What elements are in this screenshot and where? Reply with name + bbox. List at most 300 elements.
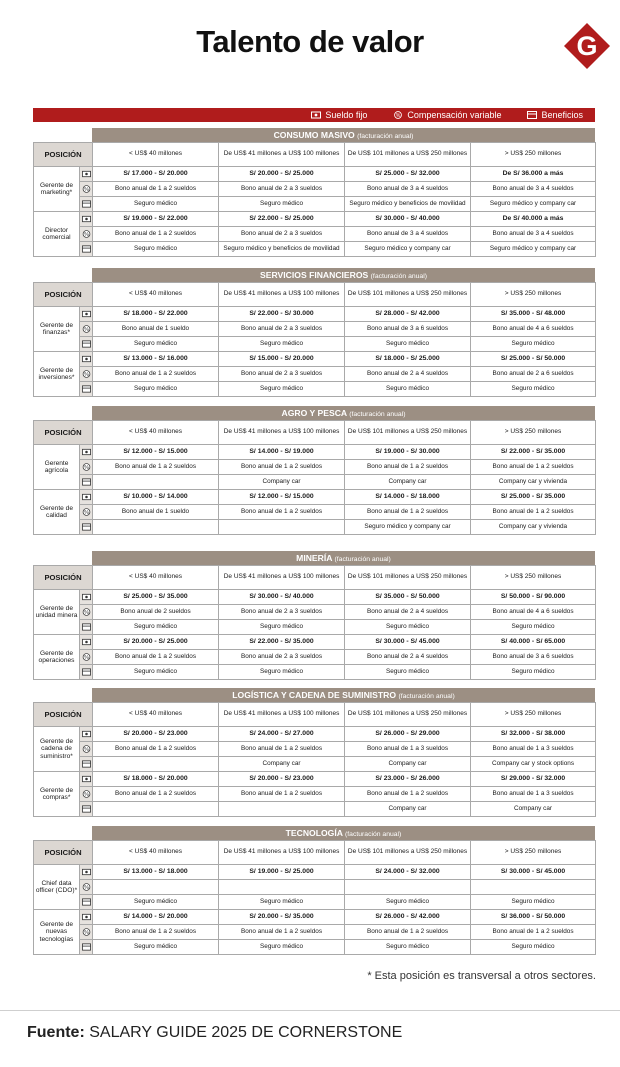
footnote: * Esta posición es transversal a otros sectores. [367,970,596,982]
section-note: (facturación anual) [357,133,414,140]
svg-text:%: % [83,187,89,193]
percent-icon [80,322,93,337]
salary-cell: S/ 12.000 - S/ 15.000 [93,445,219,460]
range-header: > US$ 250 millones [471,566,596,590]
salary-cell: S/ 25.000 - S/ 50.000 [471,352,596,367]
table-row [34,352,596,367]
salary-table [33,420,596,535]
benefits-cell: Seguro médico y beneficios de movilidad [345,197,471,212]
bonus-cell: Bono anual de 1 a 2 sueldos [93,787,219,802]
legend-variable-label: Compensación variable [407,110,502,120]
benefits-cell: Seguro médico [219,382,345,397]
bonus-cell: Bono anual de 1 a 2 sueldos [93,650,219,665]
table-row [34,665,596,680]
money-icon [80,490,93,505]
benefits-cell: Company car [345,757,471,772]
range-header: > US$ 250 millones [471,283,596,307]
benefits-cell [219,520,345,535]
benefits-cell: Company car y stock options [471,757,596,772]
position-header: POSICIÓN [34,283,93,307]
money-icon [80,910,93,925]
bonus-cell: Bono anual de 1 a 2 sueldos [471,460,596,475]
bonus-cell: Bono anual de 2 a 4 sueldos [345,650,471,665]
salary-cell: De S/ 40.000 a más [471,212,596,227]
bonus-cell: Bono anual de 4 a 6 sueldos [471,322,596,337]
bonus-cell: Bono anual de 1 a 3 sueldos [471,787,596,802]
range-header: De US$ 101 millones a US$ 250 millones [345,421,471,445]
benefits-cell: Seguro médico [219,620,345,635]
bonus-cell: Bono anual de 3 a 4 sueldos [345,227,471,242]
card-icon [80,895,93,910]
benefits-cell: Seguro médico [219,665,345,680]
salary-cell: S/ 24.000 - S/ 32.000 [345,865,471,880]
percent-icon [393,111,403,119]
range-header: De US$ 101 millones a US$ 250 millones [345,841,471,865]
svg-text:%: % [83,465,89,471]
bonus-cell: Bono anual de 2 a 3 sueldos [219,227,345,242]
range-header: De US$ 41 millones a US$ 100 millones [219,143,345,167]
bonus-cell: Bono anual de 3 a 4 sueldos [345,182,471,197]
benefits-cell [93,757,219,772]
table-header-row [34,703,596,727]
bonus-cell: Bono anual de 1 a 2 sueldos [93,227,219,242]
bonus-cell: Bono anual de 3 a 6 sueldos [345,322,471,337]
table-row [34,167,596,182]
bonus-cell: Bono anual de 1 a 2 sueldos [345,925,471,940]
salary-table [33,142,596,257]
gestion-logo [563,22,611,70]
bonus-cell: Bono anual de 2 a 3 sueldos [219,367,345,382]
card-icon [527,111,537,119]
benefits-cell: Seguro médico [345,665,471,680]
bonus-cell: Bono anual de 3 a 4 sueldos [471,182,596,197]
section [33,406,595,535]
range-header: < US$ 40 millones [93,566,219,590]
bonus-cell: Bono anual de 2 a 4 sueldos [345,367,471,382]
section [33,826,595,955]
benefits-cell: Seguro médico y beneficios de movilidad [219,242,345,257]
section [33,268,595,397]
benefits-cell: Seguro médico y company car [345,520,471,535]
table-row [34,787,596,802]
benefits-cell: Seguro médico [345,337,471,352]
table-row [34,757,596,772]
range-header: < US$ 40 millones [93,283,219,307]
bonus-cell: Bono anual de 2 a 4 sueldos [345,605,471,620]
salary-cell: S/ 20.000 - S/ 23.000 [219,772,345,787]
bonus-cell [345,880,471,895]
table-row [34,802,596,817]
salary-cell: S/ 20.000 - S/ 35.000 [219,910,345,925]
salary-cell: S/ 40.000 - S/ 65.000 [471,635,596,650]
percent-icon [80,605,93,620]
svg-text:%: % [83,372,89,378]
range-header: De US$ 101 millones a US$ 250 millones [345,283,471,307]
legend-benefits [527,110,583,120]
percent-icon [80,880,93,895]
range-header: De US$ 41 millones a US$ 100 millones [219,283,345,307]
bonus-cell: Bono anual de 1 a 2 sueldos [471,505,596,520]
benefits-cell: Seguro médico [93,242,219,257]
salary-cell: S/ 25.000 - S/ 35.000 [93,590,219,605]
position-name: Chief data officer (CDO)* [34,865,80,910]
bonus-cell: Bono anual de 2 a 3 sueldos [219,322,345,337]
salary-cell: S/ 22.000 - S/ 25.000 [219,212,345,227]
svg-text:%: % [83,885,89,891]
benefits-cell: Seguro médico [219,197,345,212]
benefits-cell: Company car [219,757,345,772]
benefits-cell: Seguro médico [471,940,596,955]
money-icon [80,445,93,460]
benefits-cell [93,475,219,490]
section [33,688,595,817]
table-header-row [34,143,596,167]
bonus-cell: Bono anual de 1 a 2 sueldos [93,460,219,475]
position-name: Gerente agrícola [34,445,80,490]
position-name: Gerente de nuevas tecnologías [34,910,80,955]
table-row [34,520,596,535]
position-name: Gerente de compras* [34,772,80,817]
benefits-cell: Seguro médico [471,665,596,680]
section-header [92,688,595,702]
percent-icon [80,925,93,940]
section-title: SERVICIOS FINANCIEROS [260,270,369,280]
table-row [34,620,596,635]
table-row [34,605,596,620]
percent-icon [80,460,93,475]
benefits-cell: Seguro médico [471,382,596,397]
table-row [34,925,596,940]
salary-cell: S/ 24.000 - S/ 27.000 [219,727,345,742]
svg-text:%: % [83,510,89,516]
salary-cell: S/ 14.000 - S/ 19.000 [219,445,345,460]
page-title: Talento de valor [196,24,424,59]
section-note: (facturación anual) [334,556,391,563]
range-header: < US$ 40 millones [93,703,219,727]
svg-text:%: % [83,232,89,238]
bonus-cell: Bono anual de 1 a 2 sueldos [93,742,219,757]
card-icon [80,197,93,212]
bonus-cell: Bono anual de 1 a 2 sueldos [345,505,471,520]
salary-cell: S/ 14.000 - S/ 20.000 [93,910,219,925]
position-name: Director comercial [34,212,80,257]
svg-text:%: % [83,747,89,753]
table-row [34,182,596,197]
table-header-row [34,841,596,865]
source-label: Fuente: [27,1024,85,1041]
salary-cell: S/ 14.000 - S/ 18.000 [345,490,471,505]
salary-cell: S/ 20.000 - S/ 25.000 [219,167,345,182]
benefits-cell: Company car y vivienda [471,475,596,490]
bonus-cell: Bono anual de 3 a 6 sueldos [471,650,596,665]
legend-salary [311,110,367,120]
salary-cell: S/ 50.000 - S/ 90.000 [471,590,596,605]
card-icon [80,802,93,817]
table-row [34,367,596,382]
benefits-cell: Seguro médico [93,940,219,955]
bonus-cell: Bono anual de 1 a 2 sueldos [345,787,471,802]
money-icon [80,865,93,880]
table-row [34,910,596,925]
benefits-cell: Company car y vivienda [471,520,596,535]
table-row [34,227,596,242]
percent-icon [80,742,93,757]
salary-cell: S/ 20.000 - S/ 23.000 [93,727,219,742]
legend-bar [33,108,595,122]
benefits-cell: Seguro médico y company car [471,242,596,257]
percent-icon [80,787,93,802]
benefits-cell: Seguro médico [471,337,596,352]
salary-cell: S/ 22.000 - S/ 30.000 [219,307,345,322]
range-header: De US$ 101 millones a US$ 250 millones [345,566,471,590]
percent-icon [80,505,93,520]
salary-cell: S/ 20.000 - S/ 25.000 [93,635,219,650]
bonus-cell: Bono anual de 2 a 3 sueldos [219,182,345,197]
salary-cell: S/ 25.000 - S/ 32.000 [345,167,471,182]
salary-cell: S/ 28.000 - S/ 42.000 [345,307,471,322]
section-note: (facturación anual) [349,411,406,418]
table-header-row [34,283,596,307]
table-row [34,772,596,787]
logo-letter: G [576,31,598,61]
salary-cell: S/ 29.000 - S/ 32.000 [471,772,596,787]
percent-icon [80,367,93,382]
salary-cell: S/ 18.000 - S/ 20.000 [93,772,219,787]
table-header-row [34,566,596,590]
position-header: POSICIÓN [34,703,93,727]
legend-salary-label: Sueldo fijo [325,110,368,120]
section-header [92,406,595,420]
salary-cell: S/ 36.000 - S/ 50.000 [471,910,596,925]
bonus-cell: Bono anual de 1 a 2 sueldos [93,182,219,197]
table-row [34,307,596,322]
salary-cell: S/ 30.000 - S/ 40.000 [345,212,471,227]
table-row [34,505,596,520]
salary-cell: S/ 19.000 - S/ 25.000 [219,865,345,880]
benefits-cell: Seguro médico [345,620,471,635]
range-header: De US$ 41 millones a US$ 100 millones [219,703,345,727]
benefits-cell: Seguro médico [345,382,471,397]
benefits-cell [93,520,219,535]
divider [0,1010,620,1011]
position-name: Gerente de calidad [34,490,80,535]
range-header: < US$ 40 millones [93,143,219,167]
salary-cell: S/ 18.000 - S/ 25.000 [345,352,471,367]
range-header: De US$ 101 millones a US$ 250 millones [345,143,471,167]
position-name: Gerente de operaciones [34,635,80,680]
bonus-cell: Bono anual de 1 sueldo [93,322,219,337]
range-header: > US$ 250 millones [471,841,596,865]
benefits-cell: Seguro médico [93,620,219,635]
bonus-cell: Bono anual de 1 a 2 sueldos [219,742,345,757]
bonus-cell: Bono anual de 1 sueldo [93,505,219,520]
salary-cell: S/ 13.000 - S/ 16.000 [93,352,219,367]
benefits-cell: Seguro médico [345,940,471,955]
source-text: SALARY GUIDE 2025 DE CORNERSTONE [89,1024,403,1041]
percent-icon [80,182,93,197]
bonus-cell: Bono anual de 1 a 2 sueldos [219,505,345,520]
bonus-cell: Bono anual de 2 a 6 sueldos [471,367,596,382]
section-title: CONSUMO MASIVO [273,130,355,140]
benefits-cell: Company car [471,802,596,817]
position-header: POSICIÓN [34,566,93,590]
salary-cell: S/ 23.000 - S/ 26.000 [345,772,471,787]
salary-cell: S/ 19.000 - S/ 30.000 [345,445,471,460]
benefits-cell: Seguro médico y company car [345,242,471,257]
table-row [34,590,596,605]
table-row [34,895,596,910]
salary-cell: S/ 17.000 - S/ 20.000 [93,167,219,182]
section-note: (facturación anual) [370,273,427,280]
range-header: De US$ 101 millones a US$ 250 millones [345,703,471,727]
table-row [34,460,596,475]
card-icon [80,940,93,955]
salary-cell: S/ 35.000 - S/ 48.000 [471,307,596,322]
salary-cell: S/ 26.000 - S/ 29.000 [345,727,471,742]
card-icon [80,475,93,490]
section-title: MINERÍA [296,553,333,563]
table-row [34,727,596,742]
table-row [34,742,596,757]
range-header: De US$ 41 millones a US$ 100 millones [219,841,345,865]
salary-cell: S/ 30.000 - S/ 45.000 [345,635,471,650]
benefits-cell: Seguro médico [471,895,596,910]
range-header: < US$ 40 millones [93,841,219,865]
benefits-cell: Company car [345,802,471,817]
position-header: POSICIÓN [34,143,93,167]
benefits-cell: Seguro médico y company car [471,197,596,212]
bonus-cell: Bono anual de 3 a 4 sueldos [471,227,596,242]
range-header: < US$ 40 millones [93,421,219,445]
table-row [34,445,596,460]
section-note: (facturación anual) [345,831,402,838]
salary-cell: S/ 12.000 - S/ 15.000 [219,490,345,505]
table-row [34,880,596,895]
section [33,551,595,680]
source-line [27,1024,402,1042]
benefits-cell: Seguro médico [219,895,345,910]
section-title: LOGÍSTICA Y CADENA DE SUMINISTRO [232,690,397,700]
legend-benefits-label: Beneficios [541,110,583,120]
benefits-cell: Seguro médico [345,895,471,910]
money-icon [80,635,93,650]
range-header: > US$ 250 millones [471,143,596,167]
position-name: Gerente de cadena de suministro* [34,727,80,772]
salary-cell: S/ 15.000 - S/ 20.000 [219,352,345,367]
svg-text:%: % [83,655,89,661]
salary-table [33,840,596,955]
salary-cell: S/ 35.000 - S/ 50.000 [345,590,471,605]
salary-cell: S/ 13.000 - S/ 18.000 [93,865,219,880]
table-row [34,635,596,650]
bonus-cell [219,880,345,895]
money-icon [80,307,93,322]
table-row [34,650,596,665]
salary-cell: S/ 25.000 - S/ 35.000 [471,490,596,505]
salary-cell: S/ 22.000 - S/ 35.000 [219,635,345,650]
section [33,128,595,257]
position-name: Gerente de inversiones* [34,352,80,397]
card-icon [80,382,93,397]
benefits-cell: Seguro médico [219,940,345,955]
legend-variable [393,110,501,120]
svg-text:%: % [83,327,89,333]
range-header: > US$ 250 millones [471,421,596,445]
bonus-cell: Bono anual de 1 a 2 sueldos [219,460,345,475]
bonus-cell: Bono anual de 1 a 2 sueldos [93,367,219,382]
money-icon [311,111,321,119]
table-row [34,322,596,337]
section-note: (facturación anual) [398,693,455,700]
card-icon [80,620,93,635]
bonus-cell: Bono anual de 2 a 3 sueldos [219,650,345,665]
benefits-cell: Seguro médico [93,337,219,352]
section-header [92,268,595,282]
position-name: Gerente de finanzas* [34,307,80,352]
table-header-row [34,421,596,445]
benefits-cell: Seguro médico [93,382,219,397]
range-header: De US$ 41 millones a US$ 100 millones [219,566,345,590]
salary-cell: S/ 19.000 - S/ 22.000 [93,212,219,227]
benefits-cell: Seguro médico [93,665,219,680]
svg-text:%: % [83,930,89,936]
salary-cell: De S/ 36.000 a más [471,167,596,182]
percent-icon [80,650,93,665]
money-icon [80,772,93,787]
position-header: POSICIÓN [34,841,93,865]
salary-cell: S/ 32.000 - S/ 38.000 [471,727,596,742]
salary-cell: S/ 26.000 - S/ 42.000 [345,910,471,925]
bonus-cell [471,880,596,895]
range-header: > US$ 250 millones [471,703,596,727]
card-icon [80,337,93,352]
section-header [92,826,595,840]
bonus-cell: Bono anual de 4 a 6 sueldos [471,605,596,620]
section-title: AGRO Y PESCA [281,408,347,418]
money-icon [80,352,93,367]
card-icon [80,520,93,535]
svg-text:%: % [83,610,89,616]
salary-cell: S/ 18.000 - S/ 22.000 [93,307,219,322]
table-row [34,337,596,352]
money-icon [80,212,93,227]
bonus-cell: Bono anual de 1 a 3 sueldos [345,742,471,757]
section-title: TECNOLOGÍA [285,828,343,838]
benefits-cell: Seguro médico [93,895,219,910]
table-row [34,197,596,212]
benefits-cell: Seguro médico [93,197,219,212]
bonus-cell: Bono anual de 1 a 2 sueldos [219,925,345,940]
salary-table [33,282,596,397]
svg-text:%: % [83,792,89,798]
bonus-cell [93,880,219,895]
benefits-cell: Company car [219,475,345,490]
card-icon [80,757,93,772]
table-row [34,212,596,227]
card-icon [80,242,93,257]
salary-table [33,565,596,680]
table-row [34,382,596,397]
benefits-cell [93,802,219,817]
position-header: POSICIÓN [34,421,93,445]
salary-table [33,702,596,817]
range-header: De US$ 41 millones a US$ 100 millones [219,421,345,445]
benefits-cell: Seguro médico [219,337,345,352]
money-icon [80,167,93,182]
benefits-cell: Seguro médico [471,620,596,635]
bonus-cell: Bono anual de 1 a 2 sueldos [345,460,471,475]
money-icon [80,727,93,742]
